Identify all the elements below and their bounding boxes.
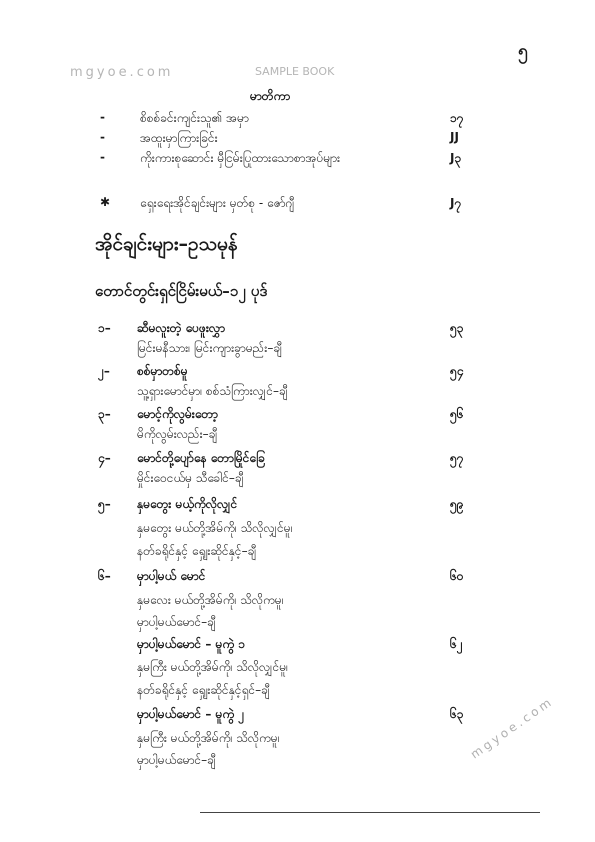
toc-line	[0, 150, 595, 170]
entry-credit: နတ်ခရိုင်နှင့် ရျှေးဆိုင်နှင့်–ချီ	[137, 544, 257, 558]
asterisk-icon: ✱	[100, 195, 111, 209]
toc-title: အထူးမှာကြားခြင်း	[140, 131, 218, 145]
entry-number: ၅–	[98, 497, 111, 511]
toc-title: ကိုးကားစုဆောင်း မှီငြမ်းပြုထားသောစာအုပ်များ	[140, 151, 341, 165]
toc-page: ၁၇	[450, 111, 464, 125]
watermark-diagonal: mgyoe.com	[468, 694, 556, 762]
entry-credit: မိကိုလွမ်းလည်း–ချီ	[137, 427, 218, 441]
watermark-top: mgyoe.com	[70, 65, 174, 80]
toc-page: JJ	[450, 130, 459, 144]
entry-credit: နှမကြီး မယ်တို့အိမ်ကို၊ သိလိုကမူ၊	[137, 731, 280, 745]
entry-page: ၆၃	[450, 707, 464, 721]
toc-title: ရှေးရေးအိုင်ချင်းများ မှတ်စု - ဇော်ဂျီ	[140, 196, 295, 210]
sub-heading: တောင်တွင်းရှင်ငြိမ်းမယ်–၁၂ ပုဒ်	[95, 282, 268, 300]
entry-page: ၅၄	[450, 364, 464, 378]
entry-page: ၆၂	[450, 637, 463, 651]
entry-page: ၅၇	[450, 451, 464, 465]
toc-line	[0, 110, 595, 130]
chapter-heading: အိုင်ချင်းများ–ဥသမုန်	[95, 233, 238, 255]
toc-dash: -	[100, 150, 105, 164]
entry-credit: မှာပါ့မယ်မောင်–ချီ	[137, 615, 216, 629]
entry-number: ၃–	[98, 407, 111, 421]
entry-title: မှာပါ့မယ်မောင် – မူကွဲ ၁	[137, 637, 246, 651]
toc-page: J၃	[450, 151, 462, 165]
entry-page: ၆၀	[450, 569, 464, 583]
toc-line	[0, 195, 595, 215]
entry-credit: သူ့ရှားမောင်မှာ၊ စစ်သံကြားလျှင်–ချီ	[137, 384, 288, 398]
entry-title: ဆီမလူးတဲ့ ပေဖူးလွှာ	[137, 321, 226, 335]
entry-title: မောင်တို့ပျော်နေ တောမြိုင်ခြေ	[137, 451, 265, 465]
bottom-rule	[200, 812, 540, 813]
entry-credit: နှမလေး မယ်တို့အိမ်ကို၊ သိလိုကမူ၊	[137, 593, 284, 607]
toc-dash: -	[100, 130, 105, 144]
entry-title: နှမတွေး မယ့်ကိုလိုလျှင်	[137, 497, 238, 511]
entry-page: ၅၉	[450, 497, 464, 511]
entry-page: ၅၆	[450, 407, 464, 421]
page-number: ၅	[518, 41, 528, 61]
entry-title: စစ်မှာတစ်မူ	[137, 364, 188, 378]
entry-number: ၆–	[98, 569, 111, 583]
entry-page: ၅၃	[450, 321, 464, 335]
sample-label: SAMPLE BOOK	[255, 65, 335, 78]
entry-number: ၁–	[98, 321, 111, 335]
entry-title: မှာပါ့မယ် မောင်	[137, 569, 206, 583]
entry-title: မှာပါ့မယ်မောင် – မူကွဲ ၂	[137, 707, 245, 721]
toc-title: စိစစ်ခင်းကျင်းသူ၏ အမှာ	[140, 111, 249, 125]
toc-dash: -	[100, 110, 105, 124]
entry-number: ၂–	[98, 364, 110, 378]
toc-line	[0, 130, 595, 150]
entry-title: မောင့်ကိုလွမ်းတော့	[137, 407, 218, 421]
toc-page: J၇	[450, 196, 462, 210]
entry-credit: နှမကြီး မယ်တို့အိမ်ကို၊ သိလိုလျှင်မူ၊	[137, 660, 289, 674]
entry-credit: မှိုင်းဝေငယ်မှ သီခေါင်–ချီ	[137, 471, 244, 485]
entry-credit: နှမတွေး မယ်တို့အိမ်ကို၊ သိလိုလျှင်မူ၊	[137, 521, 293, 535]
entry-credit: နတ်ခရိုင်နှင့် ရျှေးဆိုင်နှင့်ရှင်–ချီ	[137, 683, 270, 697]
entry-credit: မှာပါ့မယ်မောင်–ချီ	[137, 753, 216, 767]
section-heading: မာတိကာ	[250, 89, 291, 103]
entry-credit: မြင်းမနီသား၊ မြင်းကျားခွာမည်း–ချီ	[137, 341, 282, 355]
entry-number: ၄–	[98, 451, 111, 465]
